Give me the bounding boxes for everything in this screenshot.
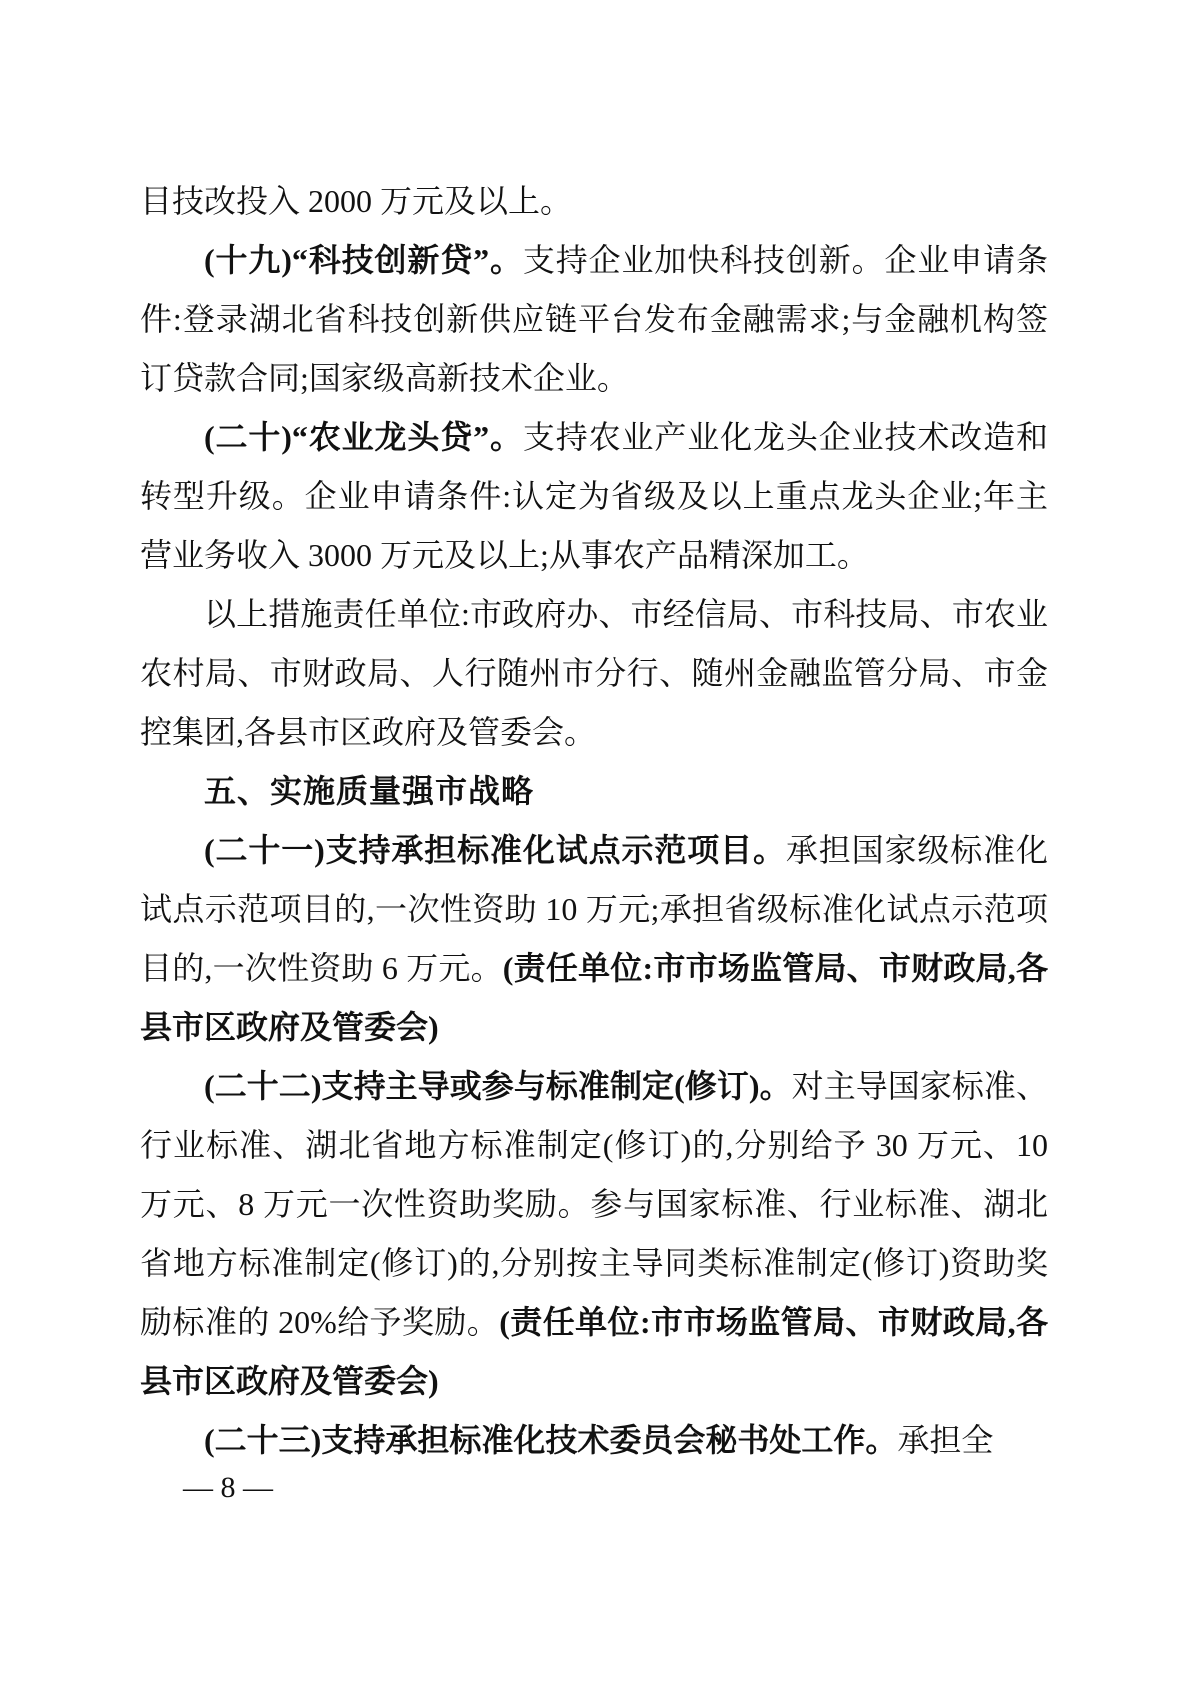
paragraph-item-22 <box>140 1057 1048 1411</box>
responsible-units-text: 以上措施责任单位:市政府办、市经信局、市科技局、市农业农村局、市财政局、人行随州市分行、随州金融监管分局、市金控集团,各县市区政府及管委会。 <box>140 596 1048 750</box>
item-21-responsible-units: (责任单位:市市场监管局、市财政局,各县市区政府及管委会) <box>140 950 1048 1045</box>
paragraph-item-20 <box>140 408 1048 585</box>
item-19-body: 支持企业加快科技创新。企业申请条件:登录湖北省科技创新供应链平台发布金融需求;与金融机构签订贷款合同;国家级高新技术企业。 <box>140 242 1048 396</box>
section-heading-5 <box>140 762 1048 821</box>
item-23-lead: (二十三)支持承担标准化技术委员会秘书处工作。 <box>204 1422 898 1458</box>
item-20-body: 支持农业产业化龙头企业技术改造和转型升级。企业申请条件:认定为省级及以上重点龙头企业;年主营业务收入 3000 万元及以上;从事农产品精深加工。 <box>140 419 1048 573</box>
paragraph-text: 目技改投入 2000 万元及以上。 <box>140 183 573 219</box>
item-20-lead: (二十)“农业龙头贷”。 <box>204 419 523 455</box>
page-content <box>140 172 1048 1470</box>
page-number <box>183 1470 273 1506</box>
paragraph-continuation <box>140 172 1048 231</box>
item-22-body: 对主导国家标准、行业标准、湖北省地方标准制定(修订)的,分别给予 30 万元、10 万元、8 万元一次性资助奖励。参与国家标准、行业标准、湖北省地方标准制定(修订)的,分别按主导同类标准制定(修订)资助奖励标准的 20%给予奖励。 <box>140 1068 1048 1340</box>
paragraph-item-21 <box>140 821 1048 1057</box>
item-21-lead: (二十一)支持承担标准化试点示范项目。 <box>204 832 786 868</box>
section-heading-text: 五、实施质量强市战略 <box>204 773 535 809</box>
item-19-lead: (十九)“科技创新贷”。 <box>204 242 523 278</box>
paragraph-item-19 <box>140 231 1048 408</box>
paragraph-responsible-units <box>140 585 1048 762</box>
item-22-lead: (二十二)支持主导或参与标准制定(修订)。 <box>204 1068 792 1104</box>
item-22-responsible-units: (责任单位:市市场监管局、市财政局,各县市区政府及管委会) <box>140 1304 1048 1399</box>
item-21-body: 承担国家级标准化试点示范项目的,一次性资助 10 万元;承担省级标准化试点示范项目的,一次性资助 6 万元。 <box>140 832 1048 986</box>
item-23-body: 承担全 <box>897 1422 994 1458</box>
paragraph-item-23 <box>140 1411 1048 1470</box>
page-number-text: — 8 — <box>183 1471 273 1504</box>
